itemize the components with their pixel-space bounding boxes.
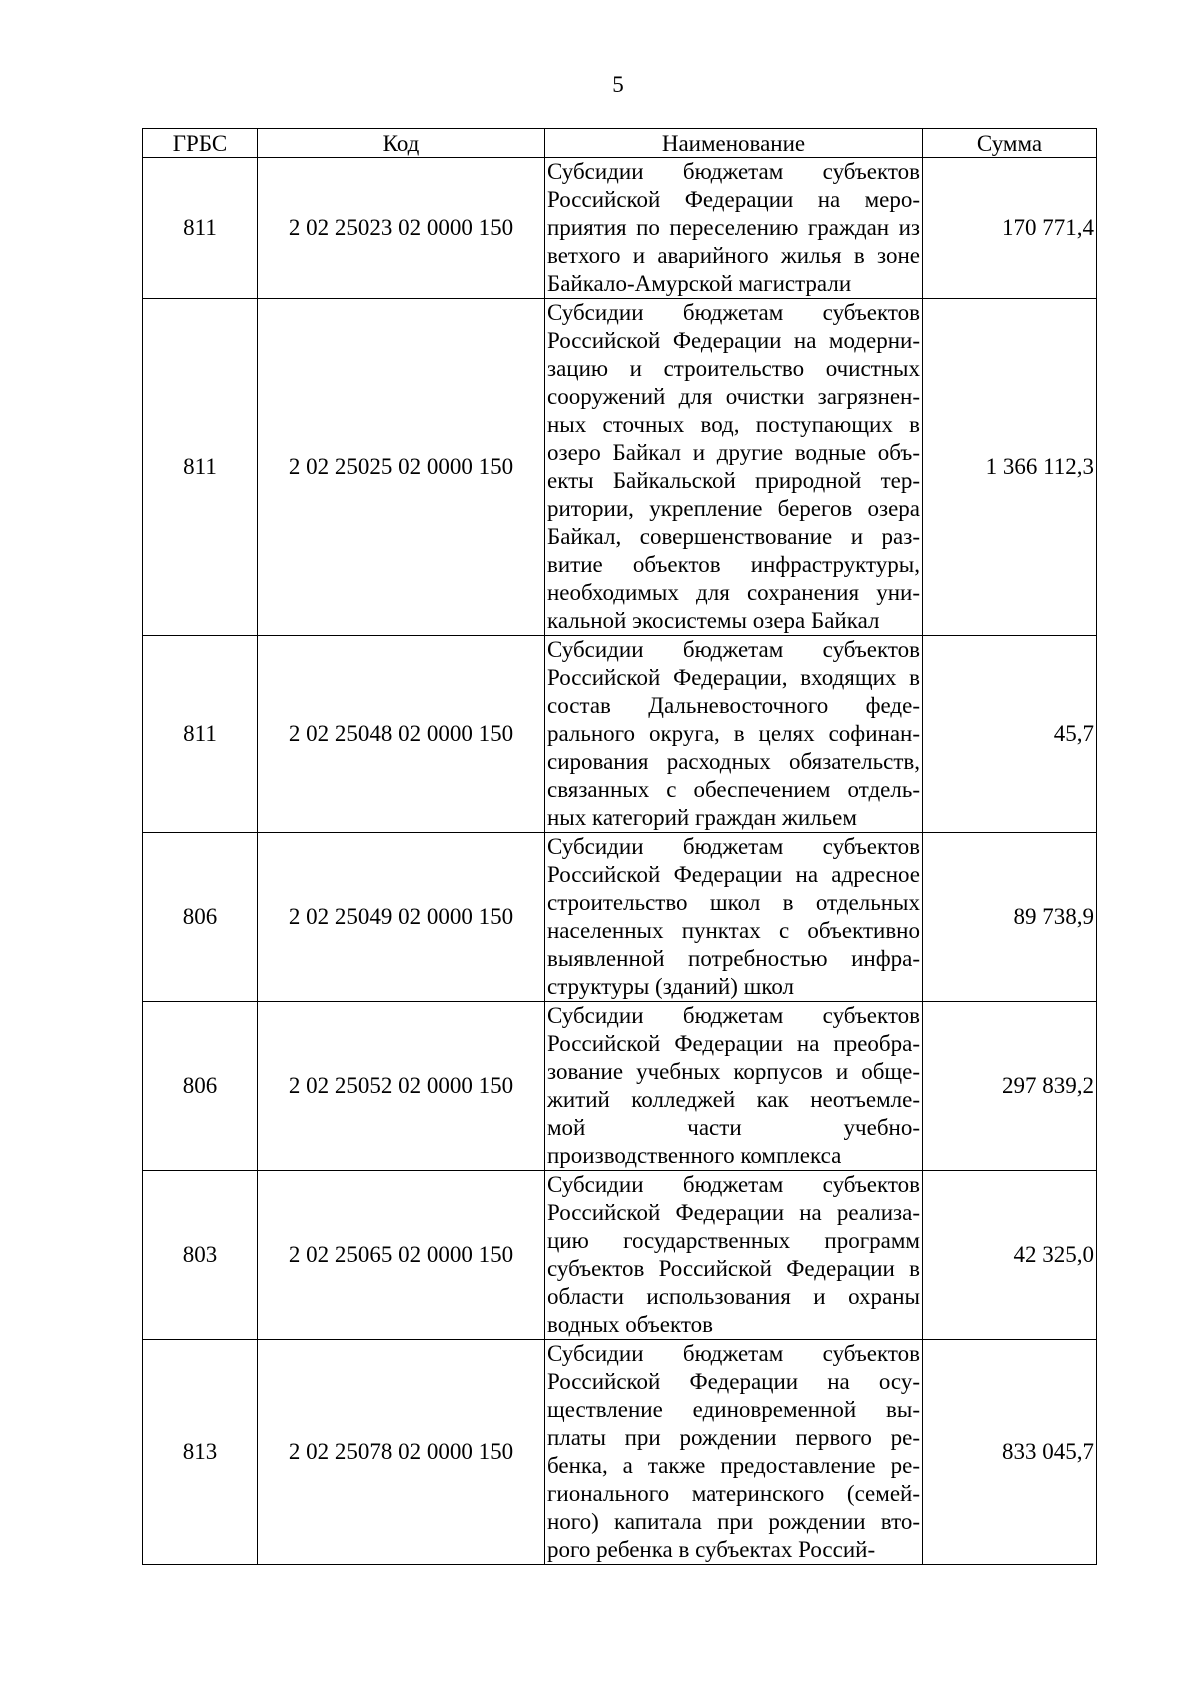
grbs-cell: 811 — [143, 158, 258, 299]
name-line: мой части учебно- — [547, 1115, 920, 1140]
code-cell: 2 02 25025 02 0000 150 — [258, 299, 545, 636]
name-line: Субсидии бюджетам субъектов — [547, 637, 920, 662]
name-cell — [545, 1171, 923, 1340]
name-line: Субсидии бюджетам субъектов — [547, 1003, 920, 1028]
code-cell: 2 02 25052 02 0000 150 — [258, 1002, 545, 1171]
code-cell: 2 02 25049 02 0000 150 — [258, 833, 545, 1002]
grbs-cell: 811 — [143, 636, 258, 833]
name-line: Байкало-Амурской магистрали — [547, 271, 852, 296]
name-line: субъектов Российской Федерации в — [547, 1256, 920, 1281]
name-line: ществление единовременной вы- — [547, 1397, 920, 1422]
code-cell: 2 02 25023 02 0000 150 — [258, 158, 545, 299]
name-line: ных категорий граждан жильем — [547, 805, 857, 830]
name-line: сирования расходных обязательств, — [547, 749, 920, 774]
name-cell — [545, 158, 923, 299]
sum-cell: 1 366 112,3 — [923, 299, 1097, 636]
name-line: выявленной потребностью инфра- — [547, 946, 920, 971]
table-row — [143, 833, 1097, 1002]
name-line: ных сточных вод, поступающих в — [547, 412, 920, 437]
name-cell — [545, 636, 923, 833]
name-line: строительство школ в отдельных — [547, 890, 920, 915]
header-name: Наименование — [545, 129, 923, 158]
sum-cell: 170 771,4 — [923, 158, 1097, 299]
header-grbs: ГРБС — [143, 129, 258, 158]
name-line: житий колледжей как неотъемле- — [547, 1087, 920, 1112]
name-line: цию государственных программ — [547, 1228, 920, 1253]
grbs-cell: 811 — [143, 299, 258, 636]
name-line: необходимых для сохранения уни- — [547, 580, 920, 605]
code-cell: 2 02 25048 02 0000 150 — [258, 636, 545, 833]
name-line: Байкал, совершенствование и раз- — [547, 524, 920, 549]
table-row — [143, 1340, 1097, 1565]
code-cell: 2 02 25065 02 0000 150 — [258, 1171, 545, 1340]
name-line: Российской Федерации на реализа- — [547, 1200, 920, 1225]
grbs-cell: 806 — [143, 1002, 258, 1171]
name-line: водных объектов — [547, 1312, 713, 1337]
name-line: структуры (зданий) школ — [547, 974, 795, 999]
table-row — [143, 299, 1097, 636]
name-line: екты Байкальской природной тер- — [547, 468, 920, 493]
name-line: Российской Федерации на осу- — [547, 1369, 920, 1394]
name-line: гионального материнского (семей- — [547, 1481, 920, 1506]
table-row — [143, 158, 1097, 299]
name-line: Субсидии бюджетам субъектов — [547, 159, 920, 184]
name-line: Субсидии бюджетам субъектов — [547, 1341, 920, 1366]
name-line: платы при рождении первого ре- — [547, 1425, 920, 1450]
table-row — [143, 636, 1097, 833]
name-line: приятия по переселению граждан из — [547, 215, 920, 240]
table-row — [143, 1002, 1097, 1171]
name-line: Российской Федерации на меро- — [547, 187, 920, 212]
code-cell: 2 02 25078 02 0000 150 — [258, 1340, 545, 1565]
table-row — [143, 1171, 1097, 1340]
grbs-cell: 813 — [143, 1340, 258, 1565]
table-body — [143, 158, 1097, 1565]
sum-cell: 45,7 — [923, 636, 1097, 833]
header-sum: Сумма — [923, 129, 1097, 158]
sum-cell: 89 738,9 — [923, 833, 1097, 1002]
name-cell — [545, 833, 923, 1002]
name-line: ветхого и аварийного жилья в зоне — [547, 243, 920, 268]
name-line: сооружений для очистки загрязнен- — [547, 384, 920, 409]
name-line: кальной экосистемы озера Байкал — [547, 608, 880, 633]
sum-cell: 833 045,7 — [923, 1340, 1097, 1565]
table-header-row — [143, 129, 1097, 158]
grbs-cell: 803 — [143, 1171, 258, 1340]
name-line: ритории, укрепление берегов озера — [547, 496, 920, 521]
budget-table — [142, 128, 1097, 1565]
name-cell — [545, 1002, 923, 1171]
name-line: Российской Федерации на адресное — [547, 862, 920, 887]
name-line: Российской Федерации на преобра- — [547, 1031, 920, 1056]
header-code: Код — [258, 129, 545, 158]
name-line: области использования и охраны — [547, 1284, 920, 1309]
name-line: Субсидии бюджетам субъектов — [547, 834, 920, 859]
grbs-cell: 806 — [143, 833, 258, 1002]
name-line: состав Дальневосточного феде- — [547, 693, 920, 718]
page-number: 5 — [612, 72, 624, 97]
name-line: витие объектов инфраструктуры, — [547, 552, 920, 577]
sum-cell: 42 325,0 — [923, 1171, 1097, 1340]
name-line: Субсидии бюджетам субъектов — [547, 1172, 920, 1197]
name-line: населенных пунктах с объективно — [547, 918, 920, 943]
name-line: связанных с обеспечением отдель- — [547, 777, 920, 802]
name-line: Субсидии бюджетам субъектов — [547, 300, 920, 325]
name-line: озеро Байкал и другие водные объ- — [547, 440, 920, 465]
name-line: зование учебных корпусов и обще- — [547, 1059, 920, 1084]
name-cell — [545, 1340, 923, 1565]
sum-cell: 297 839,2 — [923, 1002, 1097, 1171]
name-line: ного) капитала при рождении вто- — [547, 1509, 920, 1534]
name-line: бенка, а также предоставление ре- — [547, 1453, 920, 1478]
name-line: Российской Федерации, входящих в — [547, 665, 920, 690]
name-line: производственного комплекса — [547, 1143, 842, 1168]
name-line: зацию и строительство очистных — [547, 356, 920, 381]
name-line: рого ребенка в субъектах Россий- — [547, 1537, 876, 1562]
name-cell — [545, 299, 923, 636]
name-line: Российской Федерации на модерни- — [547, 328, 920, 353]
name-line: рального округа, в целях софинан- — [547, 721, 920, 746]
